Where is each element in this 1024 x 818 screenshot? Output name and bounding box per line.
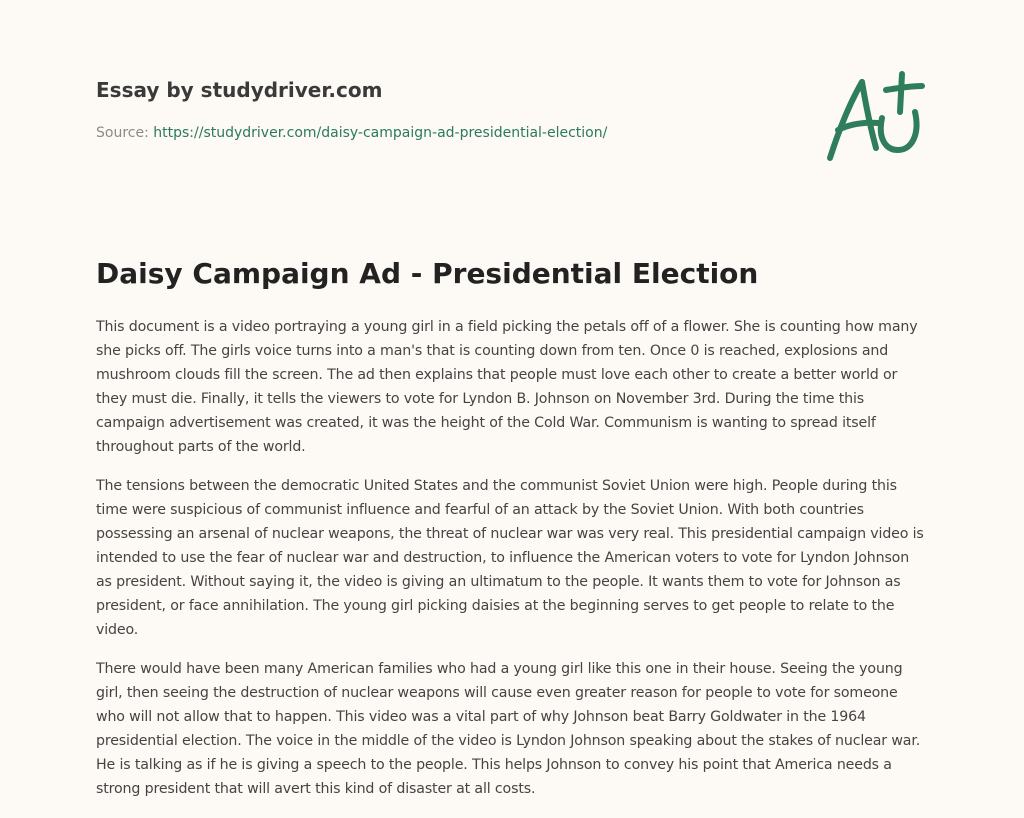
essay-paragraph: The tensions between the democratic United States and the communist Soviet Union were high. People during this time were suspicious of communist influence and fearful of an attack by the Soviet Union. With both countries possessing an arsenal of nuclear weapons, the threat of nuclear war was very real. This presidential campaign video is intended to use the fear of nuclear war and destruction, to influence the American voters to vote for Lyndon Johnson as president. Without saying it, the video is giving an ultimatum to the people. It wants them to vote for Johnson as president, or face annihilation. The young girl picking daisies at the beginning serves to get people to relate to the video.: [96, 478, 924, 638]
source-label: Source:: [96, 125, 154, 141]
source-line: [96, 124, 716, 142]
a-plus-logo-icon: [818, 68, 928, 166]
essay-paragraph: This document is a video portraying a young girl in a field picking the petals off of a flower. She is counting how many she picks off. The girls voice turns into a man's that is counting down from ten. Once 0 is reached, explosions and mushroom clouds fill the screen. The ad then explains that people must love each other to create a better world or they must die. Finally, it tells the viewers to vote for Lyndon B. Johnson on November 3rd. During the time this campaign advertisement was created, it was the height of the Cold War. Communism is wanting to spread itself throughout parts of the world.: [96, 319, 918, 455]
site-title: Essay by studydriver.com: [96, 78, 383, 102]
essay-title: Daisy Campaign Ad - Presidential Election: [96, 257, 759, 290]
essay-body: [96, 315, 928, 816]
source-link[interactable]: https://studydriver.com/daisy-campaign-ad-presidential-election/: [153, 125, 608, 141]
page-header: [96, 76, 716, 142]
essay-paragraph: There would have been many American families who had a young girl like this one in their house. Seeing the young girl, then seeing the destruction of nuclear weapons will cause even greater reason for people to vote for someone who will not allow that to happen. This video was a vital part of why Johnson beat Barry Goldwater in the 1964 presidential election. The voice in the middle of the video is Lyndon Johnson speaking about the stakes of nuclear war. He is talking as if he is giving a speech to the people. This helps Johnson to convey his point that America needs a strong president that will avert this kind of disaster at all costs.: [96, 661, 921, 797]
